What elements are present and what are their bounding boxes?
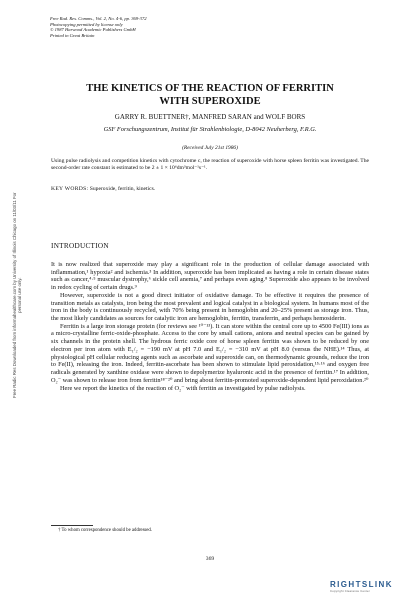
- header-citation: Free Rad. Res. Comms., Vol. 2, No. 4-6, pp. 369-372: [50, 16, 147, 21]
- body-text: [51, 261, 369, 392]
- header-printed: Printed in Great Britain: [50, 32, 95, 38]
- header-license: Photocopying permitted by license only: [50, 21, 123, 27]
- paragraph: Here we report the kinetics of the reaction of O₂⁻ with ferritin as investigated by pulse radiolysis.: [60, 384, 306, 392]
- footnote: † To whom correspondence should be addressed.: [58, 528, 153, 533]
- rightslink-logo-text: RIGHTSLINK: [330, 580, 393, 589]
- keywords: [51, 186, 369, 192]
- paragraph: Ferritin is a large iron storage protein (for reviews see ¹⁰⁻¹³). It can store within the central core up to 4500 Fe(III) ions as a micro-crystalline ferric-oxide-phosphate. Access to the core by small cations, anions and neutral species can be gained by six channels in the protein shell. The hydrous ferric oxide core of horse spleen ferritin was shown to be reduced by one electron per iron atom with E₁/₂ = −190 mV at pH 7.0 and E₁/₂ = −310 mV at pH 8.0 (versus the NHE).¹⁴ Thus, at physiological pH cellular reducing agents such as ascorbate and superoxide can, on thermodynamic grounds, reduce the iron to Fe(II), releasing the iron. Indeed, ferritin-ascorbate has been shown to stimulate lipid peroxidation,¹⁵·¹⁶ and oxygen free radicals generated by xanthine oxidase were shown to depolymerize hyaluronic acid in the presence of ferritin.¹⁷ In addition, O₂⁻ was shown to release iron from ferritin¹⁸⁻²⁰ and bring about ferritin-promoted superoxide-dependent lipid peroxidation.²⁰: [51, 322, 369, 384]
- journal-header: [50, 16, 147, 38]
- footnote-rule: [51, 525, 93, 526]
- section-heading: INTRODUCTION: [51, 242, 109, 250]
- keywords-text: Superoxide, ferritin, kinetics.: [89, 186, 156, 192]
- rightslink-tagline: Copyright Clearance Center: [330, 589, 370, 593]
- rightslink-logo[interactable]: [330, 580, 393, 593]
- title-line-2: WITH SUPEROXIDE: [159, 96, 261, 107]
- affiliation: GSF Forschungszentrum, Institut für Strahlenbiologie, D-8042 Neuherberg, F.R.G.: [103, 126, 317, 133]
- title-line-1: THE KINETICS OF THE REACTION OF FERRITIN: [86, 83, 334, 94]
- page-number: 369: [205, 556, 215, 562]
- author-list: GARRY R. BUETTNER†, MANFRED SARAN and WOLF BORS: [114, 113, 306, 121]
- side-watermark: Free Radic Res Downloaded from informahealthcare.com by University of Illinois Chicago on 11/03/11 For personal use only.: [11, 192, 22, 398]
- received-date: (Received July 21st 1986): [182, 145, 238, 151]
- header-copyright: © 1987 Harwood Academic Publishers GmbH: [50, 27, 136, 33]
- keywords-label: KEY WORDS:: [51, 186, 89, 192]
- paragraph: It is now realized that superoxide may play a significant role in the production of cellular damage associated with inflammation,¹ hypoxia² and ischemia.³ In addition, superoxide has been implicated as having a role in certain disease states such as cancer,⁴·⁵ muscular dystrophy,⁶ sickle cell anemia,⁷ and perhaps even aging.⁸ Superoxide also appears to be involved in redox cycling of certain drugs.⁹: [51, 261, 369, 292]
- paragraph: However, superoxide is not a good direct initiator of oxidative damage. To be effective it requires the presence of transition metals as catalysts, iron being the most prevalent and logical catalyst in a biological system. In humans most of the iron in the body is continuously recycled, with 70% being present in hemoglobin and 20–25% present as storage iron. Thus, the most likely candidates as sources for catalytic iron are hemoglobin, ferritin, transferrin, and perhaps hemosiderin.: [51, 291, 369, 323]
- abstract: Using pulse radiolysis and competition kinetics with cytochrome c, the reaction of superoxide with horse spleen ferritin was investigated. The second-order rate constant is estimated to be 2 ± 1 × 10⁶dm³mol⁻¹s⁻¹.: [51, 158, 369, 171]
- article-title: [40, 82, 380, 108]
